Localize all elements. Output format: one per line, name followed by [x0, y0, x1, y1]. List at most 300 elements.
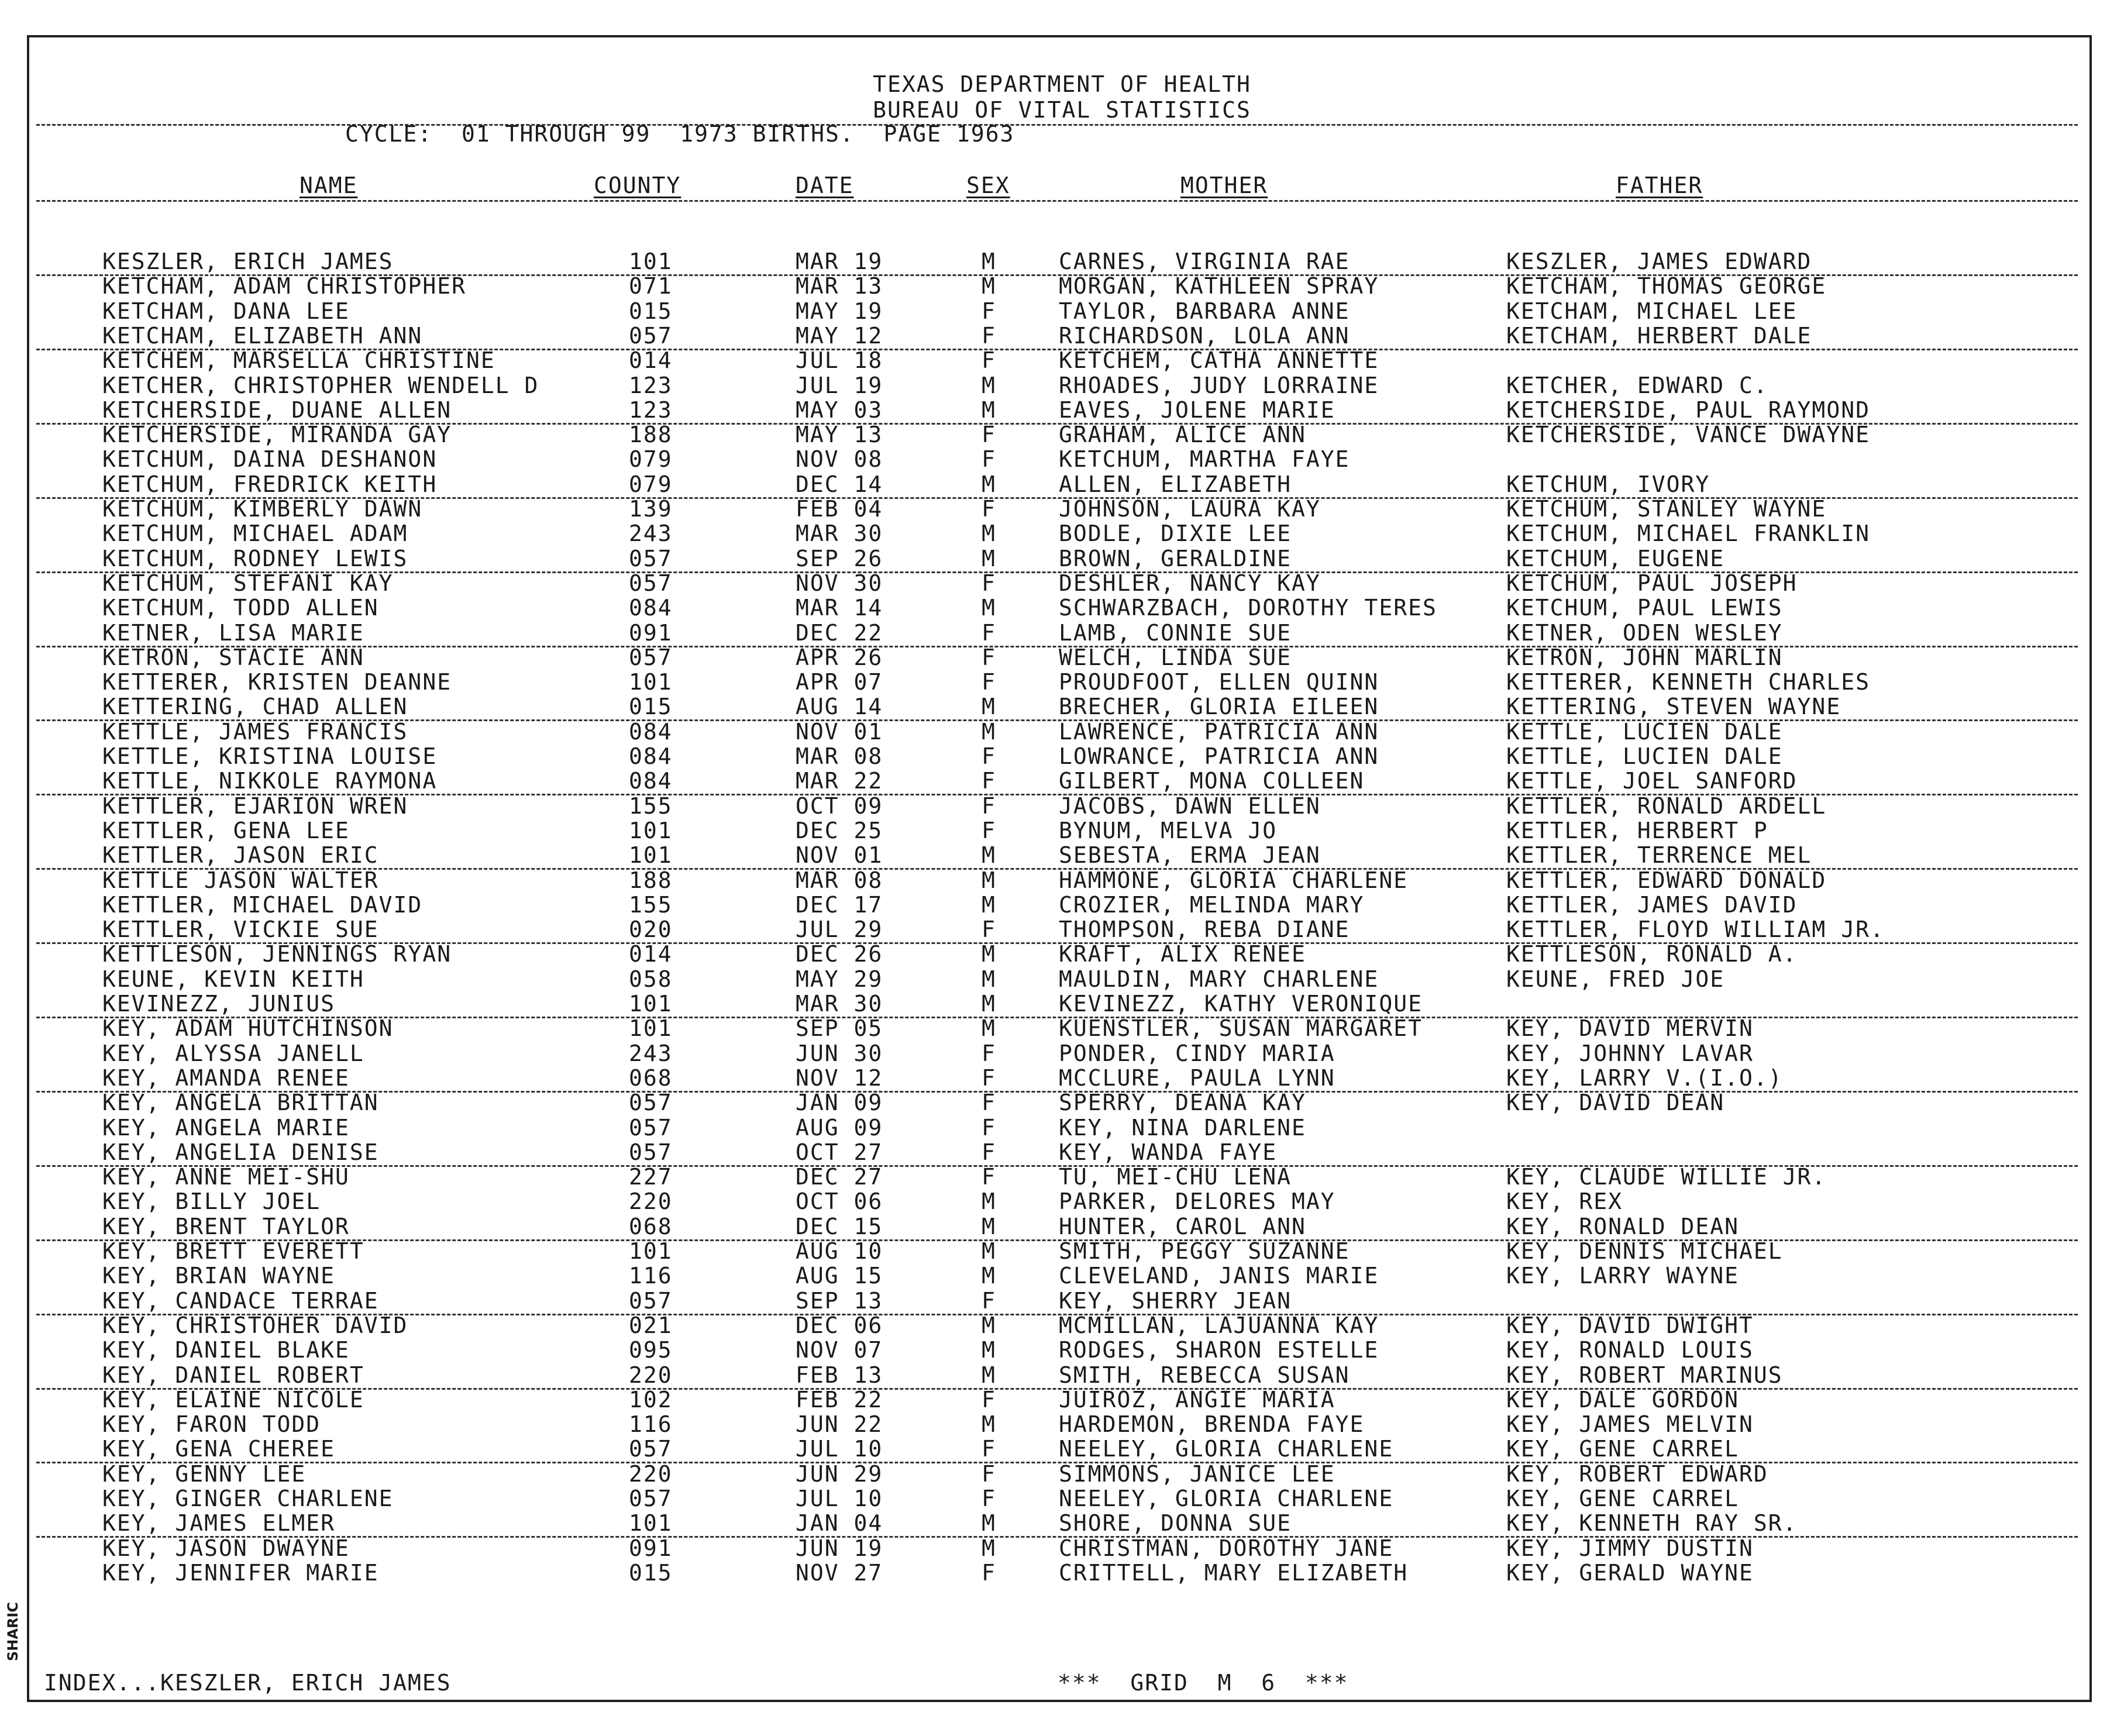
cell-mother: SIMMONS, JANICE LEE	[1059, 1461, 1335, 1487]
cell-date: FEB 04	[796, 496, 883, 522]
cell-county: 220	[629, 1461, 673, 1487]
cell-name: KEY, ADAM HUTCHINSON	[102, 1015, 394, 1042]
table-row	[0, 347, 2124, 372]
cell-mother: LAWRENCE, PATRICIA ANN	[1059, 718, 1379, 745]
table-row	[0, 917, 2124, 941]
cell-name: KEY, FARON TODD	[102, 1411, 321, 1438]
cell-name: KETRON, STACIE ANN	[102, 644, 364, 670]
cell-sex: F	[982, 1559, 996, 1586]
table-row	[0, 793, 2124, 818]
cell-name: KETCHAM, ELIZABETH ANN	[102, 322, 423, 349]
cell-sex: M	[982, 1535, 996, 1561]
table-row	[0, 966, 2124, 991]
cell-date: SEP 26	[796, 545, 883, 571]
table-row	[0, 1486, 2124, 1510]
cell-sex: F	[982, 446, 996, 473]
cell-date: OCT 06	[796, 1189, 883, 1215]
cell-father: KETCHERSIDE, PAUL RAYMOND	[1506, 397, 1870, 423]
footer-index: INDEX...KESZLER, ERICH JAMES	[44, 1670, 452, 1696]
cell-name: KETCHAM, ADAM CHRISTOPHER	[102, 273, 466, 299]
cell-father: KEY, ROBERT EDWARD	[1506, 1461, 1768, 1487]
cell-father: KETCHUM, PAUL LEWIS	[1506, 595, 1783, 621]
cell-county: 057	[629, 1090, 673, 1116]
cell-county: 101	[629, 991, 673, 1017]
cell-father: KEY, GERALD WAYNE	[1506, 1559, 1754, 1586]
cell-father: KEY, DAVID DEAN	[1506, 1090, 1725, 1116]
cell-father: KETTLESON, RONALD A.	[1506, 941, 1798, 967]
cell-mother: GILBERT, MONA COLLEEN	[1059, 768, 1365, 794]
cell-name: KEY, BRIAN WAYNE	[102, 1263, 336, 1289]
cell-date: NOV 01	[796, 842, 883, 869]
cell-father: KETTLER, HERBERT P	[1506, 817, 1768, 843]
table-row	[0, 323, 2124, 347]
cell-mother: THOMPSON, REBA DIANE	[1059, 917, 1350, 943]
cell-county: 155	[629, 891, 673, 918]
cell-date: NOV 01	[796, 718, 883, 745]
cell-name: KEY, ELAINE NICOLE	[102, 1386, 364, 1413]
cell-father: KETTLER, EDWARD DONALD	[1506, 867, 1827, 893]
cell-mother: KEY, NINA DARLENE	[1059, 1114, 1306, 1141]
cell-mother: RODGES, SHARON ESTELLE	[1059, 1337, 1379, 1363]
cell-date: DEC 06	[796, 1312, 883, 1338]
cell-sex: F	[982, 570, 996, 596]
cell-county: 091	[629, 619, 673, 646]
cell-father: KETCHUM, EUGENE	[1506, 545, 1725, 571]
cell-sex: F	[982, 917, 996, 943]
cell-sex: F	[982, 1386, 996, 1413]
cell-father: KEY, LARRY WAYNE	[1506, 1263, 1740, 1289]
cell-name: KETCHUM, RODNEY LEWIS	[102, 545, 408, 571]
cell-sex: M	[982, 1189, 996, 1215]
cell-sex: M	[982, 991, 996, 1017]
table-row	[0, 842, 2124, 867]
table-row	[0, 471, 2124, 496]
cell-county: 095	[629, 1337, 673, 1363]
cell-date: MAR 14	[796, 595, 883, 621]
cell-sex: F	[982, 1287, 996, 1314]
cell-sex: M	[982, 249, 996, 274]
table-row	[0, 719, 2124, 743]
cell-county: 084	[629, 595, 673, 621]
cell-date: DEC 25	[796, 817, 883, 843]
cell-county: 068	[629, 1213, 673, 1239]
cell-date: AUG 10	[796, 1238, 883, 1264]
cell-date: MAR 22	[796, 768, 883, 794]
cycle-line: CYCLE: 01 THROUGH 99 1973 BIRTHS. PAGE 1963	[345, 121, 1015, 147]
cell-date: DEC 27	[796, 1164, 883, 1190]
cell-mother: SEBESTA, ERMA JEAN	[1059, 842, 1321, 869]
cell-name: KEY, ANNE MEI-SHU	[102, 1164, 350, 1190]
cell-date: JAN 04	[796, 1510, 883, 1537]
cell-county: 015	[629, 694, 673, 720]
cell-sex: M	[982, 1213, 996, 1239]
table-row	[0, 1214, 2124, 1238]
cell-sex: F	[982, 1139, 996, 1165]
cell-date: DEC 17	[796, 891, 883, 918]
cell-sex: M	[982, 694, 996, 720]
cell-name: KEY, ANGELA MARIE	[102, 1114, 350, 1141]
cell-name: KEY, ALYSSA JANELL	[102, 1040, 364, 1066]
cell-date: DEC 15	[796, 1213, 883, 1239]
cell-name: KETCHER, CHRISTOPHER WENDELL D	[102, 372, 539, 398]
table-row	[0, 1535, 2124, 1560]
separator-line	[36, 124, 2078, 126]
cell-name: KEY, BRETT EVERETT	[102, 1238, 364, 1264]
table-row	[0, 991, 2124, 1015]
cell-county: 243	[629, 521, 673, 547]
cell-sex: M	[982, 397, 996, 423]
cell-county: 101	[629, 1510, 673, 1537]
table-row	[0, 397, 2124, 422]
cell-mother: SCHWARZBACH, DOROTHY TERES	[1059, 595, 1437, 621]
cell-name: KETCHERSIDE, DUANE ALLEN	[102, 397, 452, 423]
cell-county: 071	[629, 273, 673, 299]
cell-county: 057	[629, 1436, 673, 1462]
cell-county: 101	[629, 249, 673, 274]
cell-name: KEY, ANGELA BRITTAN	[102, 1090, 379, 1116]
cell-name: KETCHEM, MARSELLA CHRISTINE	[102, 347, 495, 374]
cell-father: KETCHAM, HERBERT DALE	[1506, 322, 1812, 349]
cell-county: 079	[629, 471, 673, 497]
table-row	[0, 669, 2124, 694]
cell-date: OCT 27	[796, 1139, 883, 1165]
cell-mother: SMITH, REBECCA SUSAN	[1059, 1362, 1350, 1388]
cell-sex: M	[982, 1238, 996, 1264]
cell-father: KEY, GENE CARREL	[1506, 1436, 1740, 1462]
cell-mother: CARNES, VIRGINIA RAE	[1059, 249, 1350, 274]
cell-father: KEY, DENNIS MICHAEL	[1506, 1238, 1783, 1264]
column-header-mother: MOTHER	[1180, 173, 1268, 198]
table-row	[0, 1164, 2124, 1189]
cell-date: JUL 10	[796, 1486, 883, 1511]
cell-father: KEY, CLAUDE WILLIE JR.	[1506, 1164, 1827, 1190]
cell-sex: M	[982, 1312, 996, 1338]
table-row	[0, 521, 2124, 545]
cell-sex: F	[982, 1114, 996, 1141]
cell-sex: F	[982, 743, 996, 769]
cell-name: KEY, DANIEL ROBERT	[102, 1362, 364, 1388]
table-row	[0, 620, 2124, 645]
table-row	[0, 867, 2124, 892]
cell-mother: GRAHAM, ALICE ANN	[1059, 422, 1306, 448]
cell-mother: KETCHUM, MARTHA FAYE	[1059, 446, 1350, 473]
table-row	[0, 1461, 2124, 1486]
cell-county: 101	[629, 1238, 673, 1264]
cell-sex: M	[982, 273, 996, 299]
cell-mother: BRECHER, GLORIA EILEEN	[1059, 694, 1379, 720]
cell-date: APR 07	[796, 669, 883, 695]
cell-county: 084	[629, 743, 673, 769]
cell-county: 015	[629, 298, 673, 324]
cell-county: 068	[629, 1065, 673, 1091]
cell-sex: M	[982, 842, 996, 869]
cell-sex: M	[982, 545, 996, 571]
cell-date: NOV 27	[796, 1559, 883, 1586]
cell-mother: LOWRANCE, PATRICIA ANN	[1059, 743, 1379, 769]
cell-county: 057	[629, 644, 673, 670]
cell-mother: MCMILLAN, LAJUANNA KAY	[1059, 1312, 1379, 1338]
cell-father: KESZLER, JAMES EDWARD	[1506, 249, 1812, 274]
cell-father: KEY, DAVID MERVIN	[1506, 1015, 1754, 1042]
table-row	[0, 546, 2124, 570]
cell-county: 123	[629, 372, 673, 398]
cell-father: KEY, RONALD DEAN	[1506, 1213, 1740, 1239]
cell-name: KEY, JASON DWAYNE	[102, 1535, 350, 1561]
cell-father: KETTLE, LUCIEN DALE	[1506, 718, 1783, 745]
cell-name: KETCHUM, DAINA DESHANON	[102, 446, 438, 473]
cell-name: KETTERING, CHAD ALLEN	[102, 694, 408, 720]
cell-father: KETCHUM, PAUL JOSEPH	[1506, 570, 1798, 596]
cell-date: APR 26	[796, 644, 883, 670]
cell-date: JUN 30	[796, 1040, 883, 1066]
cell-father: KETCHUM, IVORY	[1506, 471, 1710, 497]
cell-date: DEC 14	[796, 471, 883, 497]
cell-mother: CHRISTMAN, DOROTHY JANE	[1059, 1535, 1394, 1561]
cell-father: KEY, ROBERT MARINUS	[1506, 1362, 1783, 1388]
cell-sex: M	[982, 966, 996, 992]
cell-father: KETTERING, STEVEN WAYNE	[1506, 694, 1841, 720]
cell-sex: F	[982, 817, 996, 843]
cell-father: KETTLER, FLOYD WILLIAM JR.	[1506, 917, 1885, 943]
cell-county: 057	[629, 570, 673, 596]
cell-date: JUN 29	[796, 1461, 883, 1487]
cell-mother: HARDEMON, BRENDA FAYE	[1059, 1411, 1365, 1438]
cell-date: MAR 13	[796, 273, 883, 299]
cell-father: KEY, DALE GORDON	[1506, 1386, 1740, 1413]
cell-name: KEY, CANDACE TERRAE	[102, 1287, 379, 1314]
cell-sex: F	[982, 1065, 996, 1091]
cell-date: MAR 08	[796, 743, 883, 769]
table-row	[0, 1263, 2124, 1287]
cell-mother: KUENSTLER, SUSAN MARGARET	[1059, 1015, 1423, 1042]
cell-date: JAN 09	[796, 1090, 883, 1116]
column-header-name: NAME	[300, 173, 358, 198]
cell-county: 243	[629, 1040, 673, 1066]
cell-father: KETRON, JOHN MARLIN	[1506, 644, 1783, 670]
cell-sex: M	[982, 1510, 996, 1537]
cell-name: KETTLE, KRISTINA LOUISE	[102, 743, 438, 769]
cell-sex: F	[982, 1486, 996, 1511]
table-row	[0, 694, 2124, 718]
cell-county: 015	[629, 1559, 673, 1586]
cell-county: 155	[629, 793, 673, 819]
cell-county: 084	[629, 718, 673, 745]
cell-mother: BROWN, GERALDINE	[1059, 545, 1292, 571]
cell-mother: HUNTER, CAROL ANN	[1059, 1213, 1306, 1239]
cell-county: 020	[629, 917, 673, 943]
cell-mother: JACOBS, DAWN ELLEN	[1059, 793, 1321, 819]
cell-sex: M	[982, 891, 996, 918]
table-row	[0, 743, 2124, 768]
table-row	[0, 1238, 2124, 1263]
table-row	[0, 1337, 2124, 1362]
cell-sex: M	[982, 372, 996, 398]
cell-sex: F	[982, 322, 996, 349]
cell-date: MAY 03	[796, 397, 883, 423]
cell-sex: F	[982, 1461, 996, 1487]
header-bureau: BUREAU OF VITAL STATISTICS	[873, 97, 1251, 123]
column-header-sex: SEX	[966, 173, 1010, 198]
cell-date: JUL 10	[796, 1436, 883, 1462]
table-row	[0, 1065, 2124, 1090]
cell-mother: DESHLER, NANCY KAY	[1059, 570, 1321, 596]
cell-date: AUG 14	[796, 694, 883, 720]
cell-sex: F	[982, 298, 996, 324]
cell-county: 014	[629, 941, 673, 967]
cell-date: DEC 26	[796, 941, 883, 967]
cell-father: KEY, JAMES MELVIN	[1506, 1411, 1754, 1438]
cell-county: 116	[629, 1411, 673, 1438]
cell-mother: SHORE, DONNA SUE	[1059, 1510, 1292, 1537]
cell-father: KEY, KENNETH RAY SR.	[1506, 1510, 1798, 1537]
cell-date: NOV 12	[796, 1065, 883, 1091]
table-row	[0, 1411, 2124, 1436]
cell-name: KEY, GENNY LEE	[102, 1461, 307, 1487]
cell-sex: F	[982, 793, 996, 819]
cell-name: KESZLER, ERICH JAMES	[102, 249, 394, 274]
cell-name: KETCHUM, KIMBERLY DAWN	[102, 496, 423, 522]
cell-county: 220	[629, 1362, 673, 1388]
cell-mother: LAMB, CONNIE SUE	[1059, 619, 1292, 646]
cell-father: KETCHUM, STANLEY WAYNE	[1506, 496, 1827, 522]
cell-mother: NEELEY, GLORIA CHARLENE	[1059, 1486, 1394, 1511]
cell-sex: M	[982, 1362, 996, 1388]
cell-mother: RHOADES, JUDY LORRAINE	[1059, 372, 1379, 398]
cell-mother: TAYLOR, BARBARA ANNE	[1059, 298, 1350, 324]
table-row	[0, 298, 2124, 323]
cell-father: KETCHAM, MICHAEL LEE	[1506, 298, 1798, 324]
cell-father: KEY, DAVID DWIGHT	[1506, 1312, 1754, 1338]
cell-sex: M	[982, 867, 996, 893]
cell-mother: SMITH, PEGGY SUZANNE	[1059, 1238, 1350, 1264]
table-row	[0, 1362, 2124, 1387]
cell-county: 188	[629, 422, 673, 448]
cell-date: OCT 09	[796, 793, 883, 819]
cell-sex: F	[982, 644, 996, 670]
cell-date: MAR 08	[796, 867, 883, 893]
cell-mother: PARKER, DELORES MAY	[1059, 1189, 1335, 1215]
separator-line	[36, 200, 2078, 202]
cell-father: KEY, RONALD LOUIS	[1506, 1337, 1754, 1363]
cell-mother: PROUDFOOT, ELLEN QUINN	[1059, 669, 1379, 695]
cell-name: KETTLE JASON WALTER	[102, 867, 379, 893]
cell-sex: M	[982, 1337, 996, 1363]
header-agency: TEXAS DEPARTMENT OF HEALTH	[873, 71, 1251, 97]
cell-county: 188	[629, 867, 673, 893]
cell-date: SEP 13	[796, 1287, 883, 1314]
cell-name: KEY, AMANDA RENEE	[102, 1065, 350, 1091]
cell-date: AUG 09	[796, 1114, 883, 1141]
cell-father: KETTLER, TERRENCE MEL	[1506, 842, 1812, 869]
cell-name: KEY, CHRISTOHER DAVID	[102, 1312, 408, 1338]
table-row	[0, 1510, 2124, 1535]
table-row	[0, 1436, 2124, 1461]
cell-sex: F	[982, 347, 996, 374]
cell-date: JUL 19	[796, 372, 883, 398]
cell-name: KETTLESON, JENNINGS RYAN	[102, 941, 452, 967]
cell-name: KETCHUM, FREDRICK KEITH	[102, 471, 438, 497]
cell-date: JUN 22	[796, 1411, 883, 1438]
cell-county: 021	[629, 1312, 673, 1338]
table-row	[0, 1313, 2124, 1337]
cell-name: KETTLER, EJARION WREN	[102, 793, 408, 819]
cell-father: KETNER, ODEN WESLEY	[1506, 619, 1783, 646]
cell-mother: WELCH, LINDA SUE	[1059, 644, 1292, 670]
cell-date: JUN 19	[796, 1535, 883, 1561]
cell-sex: F	[982, 1436, 996, 1462]
cell-name: KEUNE, KEVIN KEITH	[102, 966, 364, 992]
table-row	[0, 1041, 2124, 1065]
cell-name: KEY, GENA CHEREE	[102, 1436, 336, 1462]
cell-name: KETCHUM, STEFANI KAY	[102, 570, 394, 596]
cell-name: KEY, JAMES ELMER	[102, 1510, 336, 1537]
cell-father: KETCHERSIDE, VANCE DWAYNE	[1506, 422, 1870, 448]
cell-mother: CLEVELAND, JANIS MARIE	[1059, 1263, 1379, 1289]
cell-mother: MAULDIN, MARY CHARLENE	[1059, 966, 1379, 992]
cell-county: 123	[629, 397, 673, 423]
table-row	[0, 941, 2124, 966]
cell-name: KEY, GINGER CHARLENE	[102, 1486, 394, 1511]
cell-sex: F	[982, 768, 996, 794]
cell-date: MAY 19	[796, 298, 883, 324]
cell-sex: F	[982, 669, 996, 695]
table-row	[0, 1090, 2124, 1114]
cell-county: 014	[629, 347, 673, 374]
cell-sex: M	[982, 1411, 996, 1438]
footer-grid: *** GRID M 6 ***	[1058, 1670, 1349, 1696]
cell-mother: RICHARDSON, LOLA ANN	[1059, 322, 1350, 349]
cell-county: 227	[629, 1164, 673, 1190]
cell-date: AUG 15	[796, 1263, 883, 1289]
table-row	[0, 446, 2124, 471]
cell-mother: MORGAN, KATHLEEN SPRAY	[1059, 273, 1379, 299]
cell-date: DEC 22	[796, 619, 883, 646]
cell-mother: BODLE, DIXIE LEE	[1059, 521, 1292, 547]
cell-father: KETTLER, RONALD ARDELL	[1506, 793, 1827, 819]
cell-sex: M	[982, 471, 996, 497]
cell-mother: SPERRY, DEANA KAY	[1059, 1090, 1306, 1116]
table-row	[0, 595, 2124, 619]
table-row	[0, 818, 2124, 842]
cell-mother: NEELEY, GLORIA CHARLENE	[1059, 1436, 1394, 1462]
cell-county: 139	[629, 496, 673, 522]
cell-sex: F	[982, 422, 996, 448]
cell-date: MAY 13	[796, 422, 883, 448]
column-header-father: FATHER	[1616, 173, 1703, 198]
cell-name: KETTLE, NIKKOLE RAYMONA	[102, 768, 438, 794]
cell-county: 057	[629, 1287, 673, 1314]
cell-father: KETCHUM, MICHAEL FRANKLIN	[1506, 521, 1870, 547]
cell-county: 057	[629, 1114, 673, 1141]
cell-sex: M	[982, 595, 996, 621]
cell-sex: F	[982, 619, 996, 646]
cell-sex: M	[982, 1015, 996, 1042]
cell-father: KEY, REX	[1506, 1189, 1623, 1215]
cell-date: FEB 13	[796, 1362, 883, 1388]
cell-name: KEY, ANGELIA DENISE	[102, 1139, 379, 1165]
cell-sex: F	[982, 1040, 996, 1066]
cell-father: KEY, LARRY V.(I.O.)	[1506, 1065, 1783, 1091]
cell-date: SEP 05	[796, 1015, 883, 1042]
cell-county: 102	[629, 1386, 673, 1413]
cell-name: KETNER, LISA MARIE	[102, 619, 364, 646]
cell-name: KEY, BILLY JOEL	[102, 1189, 321, 1215]
cell-mother: HAMMONE, GLORIA CHARLENE	[1059, 867, 1409, 893]
cell-sex: M	[982, 521, 996, 547]
cell-mother: BYNUM, MELVA JO	[1059, 817, 1278, 843]
table-row	[0, 1189, 2124, 1213]
cell-sex: F	[982, 1090, 996, 1116]
